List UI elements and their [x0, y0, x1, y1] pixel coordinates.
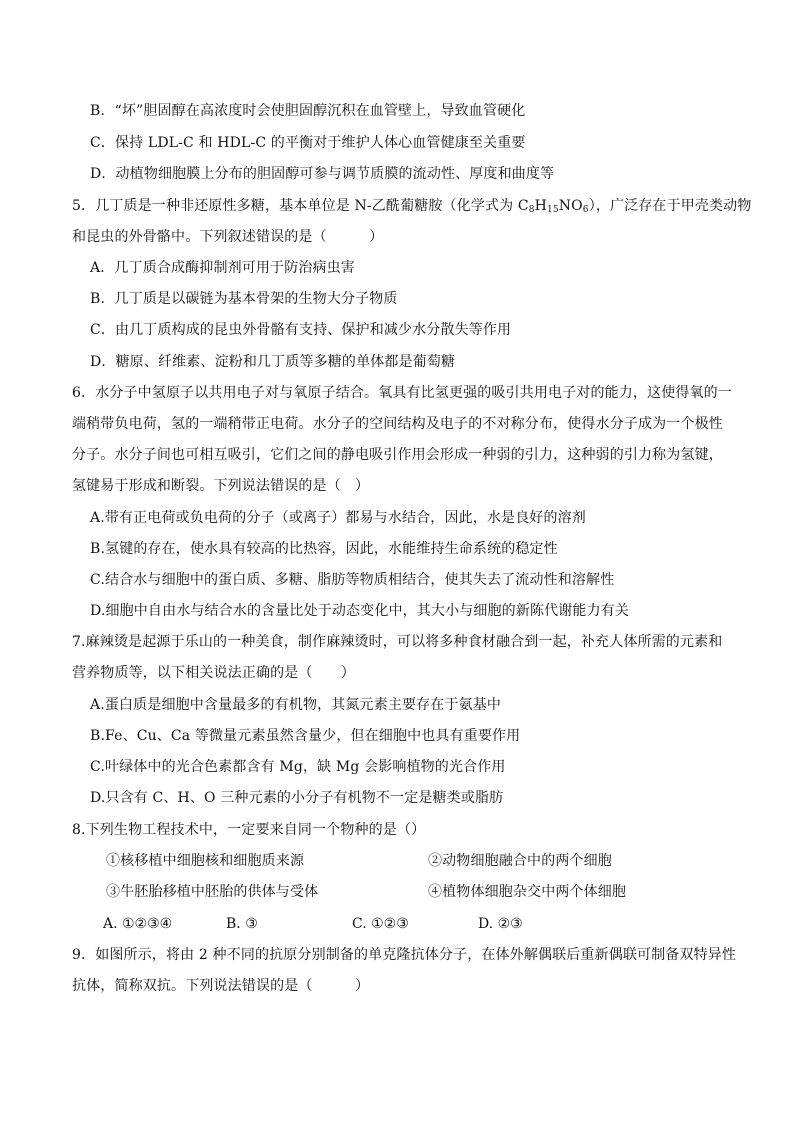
q6-option-b: B.氢键的存在，使水具有较高的比热容，因此，水能维持生命系统的稳定性: [90, 541, 558, 557]
q6-stem-line-3: 分子。水分子间也可相互吸引，它们之间的静电吸引作用会形成一种弱的引力，这种弱的引力称为氢键，: [72, 447, 723, 463]
q6-stem-line-2: 端稍带负电荷，氢的一端稍带正电荷。水分子的空间结构及电子的不对称分布，使得水分子成为一个极性: [72, 416, 723, 432]
q4-option-c: C．保持 LDL-C 和 HDL-C 的平衡对于维护人体心血管健康至关重要: [90, 135, 526, 151]
q5-formula-no: NO: [558, 198, 583, 214]
q8-item-3: ③牛胚胎移植中胚胎的供体与受体: [106, 884, 319, 900]
q8-item-4: ④植物体细胞杂交中两个体细胞: [428, 884, 627, 900]
q6-stem-line-4: 氢键易于形成和断裂。下列说法错误的是（ ）: [72, 478, 370, 494]
q7-option-a: A.蛋白质是细胞中含量最多的有机物，其氮元素主要存在于氨基中: [90, 697, 502, 713]
q8-answer-b: B. ③: [226, 916, 258, 932]
q4-option-d: D．动植物细胞膜上分布的胆固醇可参与调节质膜的流动性、厚度和曲度等: [90, 166, 555, 182]
q8-stem: 8.下列生物工程技术中，一定要来自同一个物种的是（）: [72, 822, 426, 838]
q8-answer-c: C. ①②③: [352, 916, 409, 932]
q9-stem-line-2: 抗体，简称双抗。下列说法错误的是（ ）: [72, 978, 370, 994]
q7-option-d: D.只含有 C、H、O 三种元素的小分子有机物不一定是糖类或脂肪: [90, 790, 504, 806]
q7-stem-line-1: 7.麻辣烫是起源于乐山的一种美食，制作麻辣烫时，可以将多种食材融合到一起，补充人体所需的元素和: [72, 634, 723, 650]
q8-item-1: ①核移植中细胞核和细胞质来源: [106, 853, 305, 869]
q5-formula-h: H: [534, 198, 547, 214]
q5-stem-line-2: 和昆虫的外骨骼中。下列叙述错误的是（ ）: [72, 229, 384, 245]
q5-formula-sub-8: 8: [528, 205, 535, 215]
q8-answer-row: [103, 914, 523, 934]
q8-item-2: ②动物细胞融合中的两个细胞: [428, 853, 612, 869]
q5-stem-text-pre: 5．几丁质是一种非还原性多糖，基本单位是 N-乙酰葡糖胺（化学式为 C: [72, 198, 529, 214]
q7-option-b: B.Fe、Cu、Ca 等微量元素虽然含量少，但在细胞中也具有重要作用: [90, 728, 521, 744]
q5-option-c: C．由几丁质构成的昆虫外骨骼有支持、保护和减少水分散失等作用: [90, 322, 512, 338]
q5-option-d: D．糖原、纤维素、淀粉和几丁质等多糖的单体都是葡萄糖: [90, 354, 456, 370]
q7-option-c: C.叶绿体中的光合色素都含有 Mg，缺 Mg 会影响植物的光合作用: [90, 759, 506, 775]
q5-stem-line-1: [72, 196, 752, 216]
q6-stem-line-1: 6．水分子中氢原子以共用电子对与氧原子结合。氧具有比氢更强的吸引共用电子对的能力，这使得氧的一: [72, 385, 732, 401]
q6-option-a: A.带有正电荷或负电荷的分子（或离子）都易与水结合，因此，水是良好的溶剂: [90, 510, 586, 526]
q5-stem-text-post: ），广泛存在于甲壳类动物: [588, 198, 752, 214]
q5-option-b: B．几丁质是以碳链为基本骨架的生物大分子物质: [90, 291, 398, 307]
q6-option-d: D.细胞中自由水与结合水的含量比处于动态变化中，其大小与细胞的新陈代谢能力有关: [90, 603, 630, 619]
q8-answer-d: D. ②③: [478, 916, 523, 932]
q6-option-c: C.结合水与细胞中的蛋白质、多糖、脂肪等物质相结合，使其失去了流动性和溶解性: [90, 572, 615, 588]
q5-formula-sub-15: 15: [547, 205, 559, 215]
q4-option-b: B．“坏”胆固醇在高浓度时会使胆固醇沉积在血管壁上，导致血管硬化: [90, 103, 526, 119]
q8-answer-a: A. ①②③④: [103, 916, 173, 932]
q7-stem-line-2: 营养物质等，以下相关说法正确的是（ ）: [72, 665, 355, 681]
q5-option-a: A．几丁质合成酶抑制剂可用于防治病虫害: [90, 260, 355, 276]
q9-stem-line-1: 9．如图所示，将由 2 种不同的抗原分别制备的单克隆抗体分子，在体外解偶联后重新偶联可制备双特异性: [72, 947, 737, 963]
q5-formula-sub-6: 6: [582, 205, 589, 215]
